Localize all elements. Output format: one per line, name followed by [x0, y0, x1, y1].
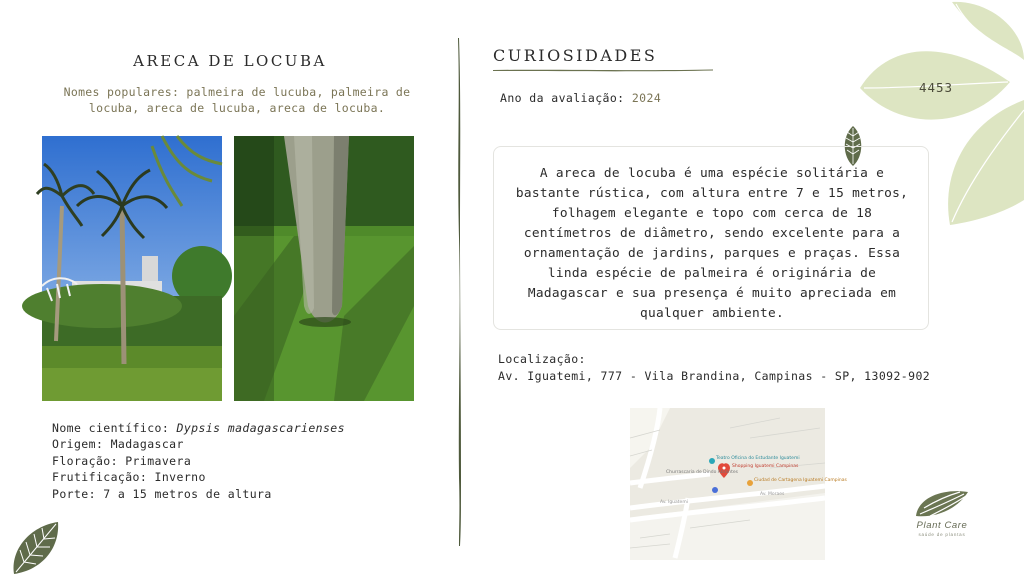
location-map — [630, 408, 847, 560]
brush-divider — [456, 38, 462, 546]
map-label-poi-2: Shopping Iguatemi Campinas — [732, 464, 799, 469]
plant-info — [52, 420, 345, 502]
flowering-row: Floração: Primavera — [52, 453, 192, 468]
map-label-street-1: Av. Iguatemi — [660, 500, 688, 505]
brand-tagline: saúde de plantas — [918, 532, 966, 537]
scientific-name-row — [52, 420, 345, 436]
size-row: Porte: 7 a 15 metros de altura — [52, 486, 272, 501]
scientific-name-label: Nome científico: — [52, 421, 170, 435]
leaf-icon — [10, 520, 60, 576]
location-address: Av. Iguatemi, 777 - Vila Brandina, Campinas - SP, 13092-902 — [498, 369, 931, 383]
map-label-poi-1: Teatro Oficina do Estudante Iguatemi — [716, 456, 800, 461]
scientific-name-value: Dypsis madagascarienses — [176, 421, 345, 435]
map-label-street-2: Av. Moraes — [760, 492, 785, 497]
curiosities-title: CURIOSIDADES — [493, 46, 658, 65]
map-label-poi-4: Churrascaria de Dindo Abrantes — [666, 470, 739, 475]
title-underline — [493, 68, 713, 72]
evaluation-year — [500, 91, 661, 105]
evaluation-year-value: 2024 — [631, 91, 662, 105]
description-text: A areca de locuba é uma espécie solitária e bastante rústica, com altura entre 7 e 15 metros, folhagem elegante e topo com cerca de 18 centímetros de diâmetro, sendo excelente para a ornamentação de jardins, parques e praças. Essa linda espécie de palmeira é originária de Madagascar e sua presença é muito apreciada em qualquer ambiente. — [515, 166, 909, 321]
plant-care-logo — [912, 486, 970, 520]
fruiting-row: Frutificação: Inverno — [52, 470, 206, 485]
brand-name: Plant Care — [916, 520, 968, 531]
plant-title: ARECA DE LOCUBA — [133, 52, 327, 70]
map-label-poi-3: Ciudad de Cartagena Iguatemi Campinas — [754, 478, 847, 483]
origin-row: Origem: Madagascar — [52, 437, 184, 452]
evaluation-year-label: Ano da avaliação: — [500, 91, 625, 105]
palm-trunk-photo — [234, 136, 414, 401]
location-label: Localização: — [498, 352, 586, 366]
popular-names: Nomes populares: palmeira de lucuba, palmeira de locuba, areca de lucuba, areca de locuba. — [63, 85, 411, 115]
palm-trees-photo — [42, 136, 222, 401]
plant-code: 4453 — [918, 80, 954, 95]
